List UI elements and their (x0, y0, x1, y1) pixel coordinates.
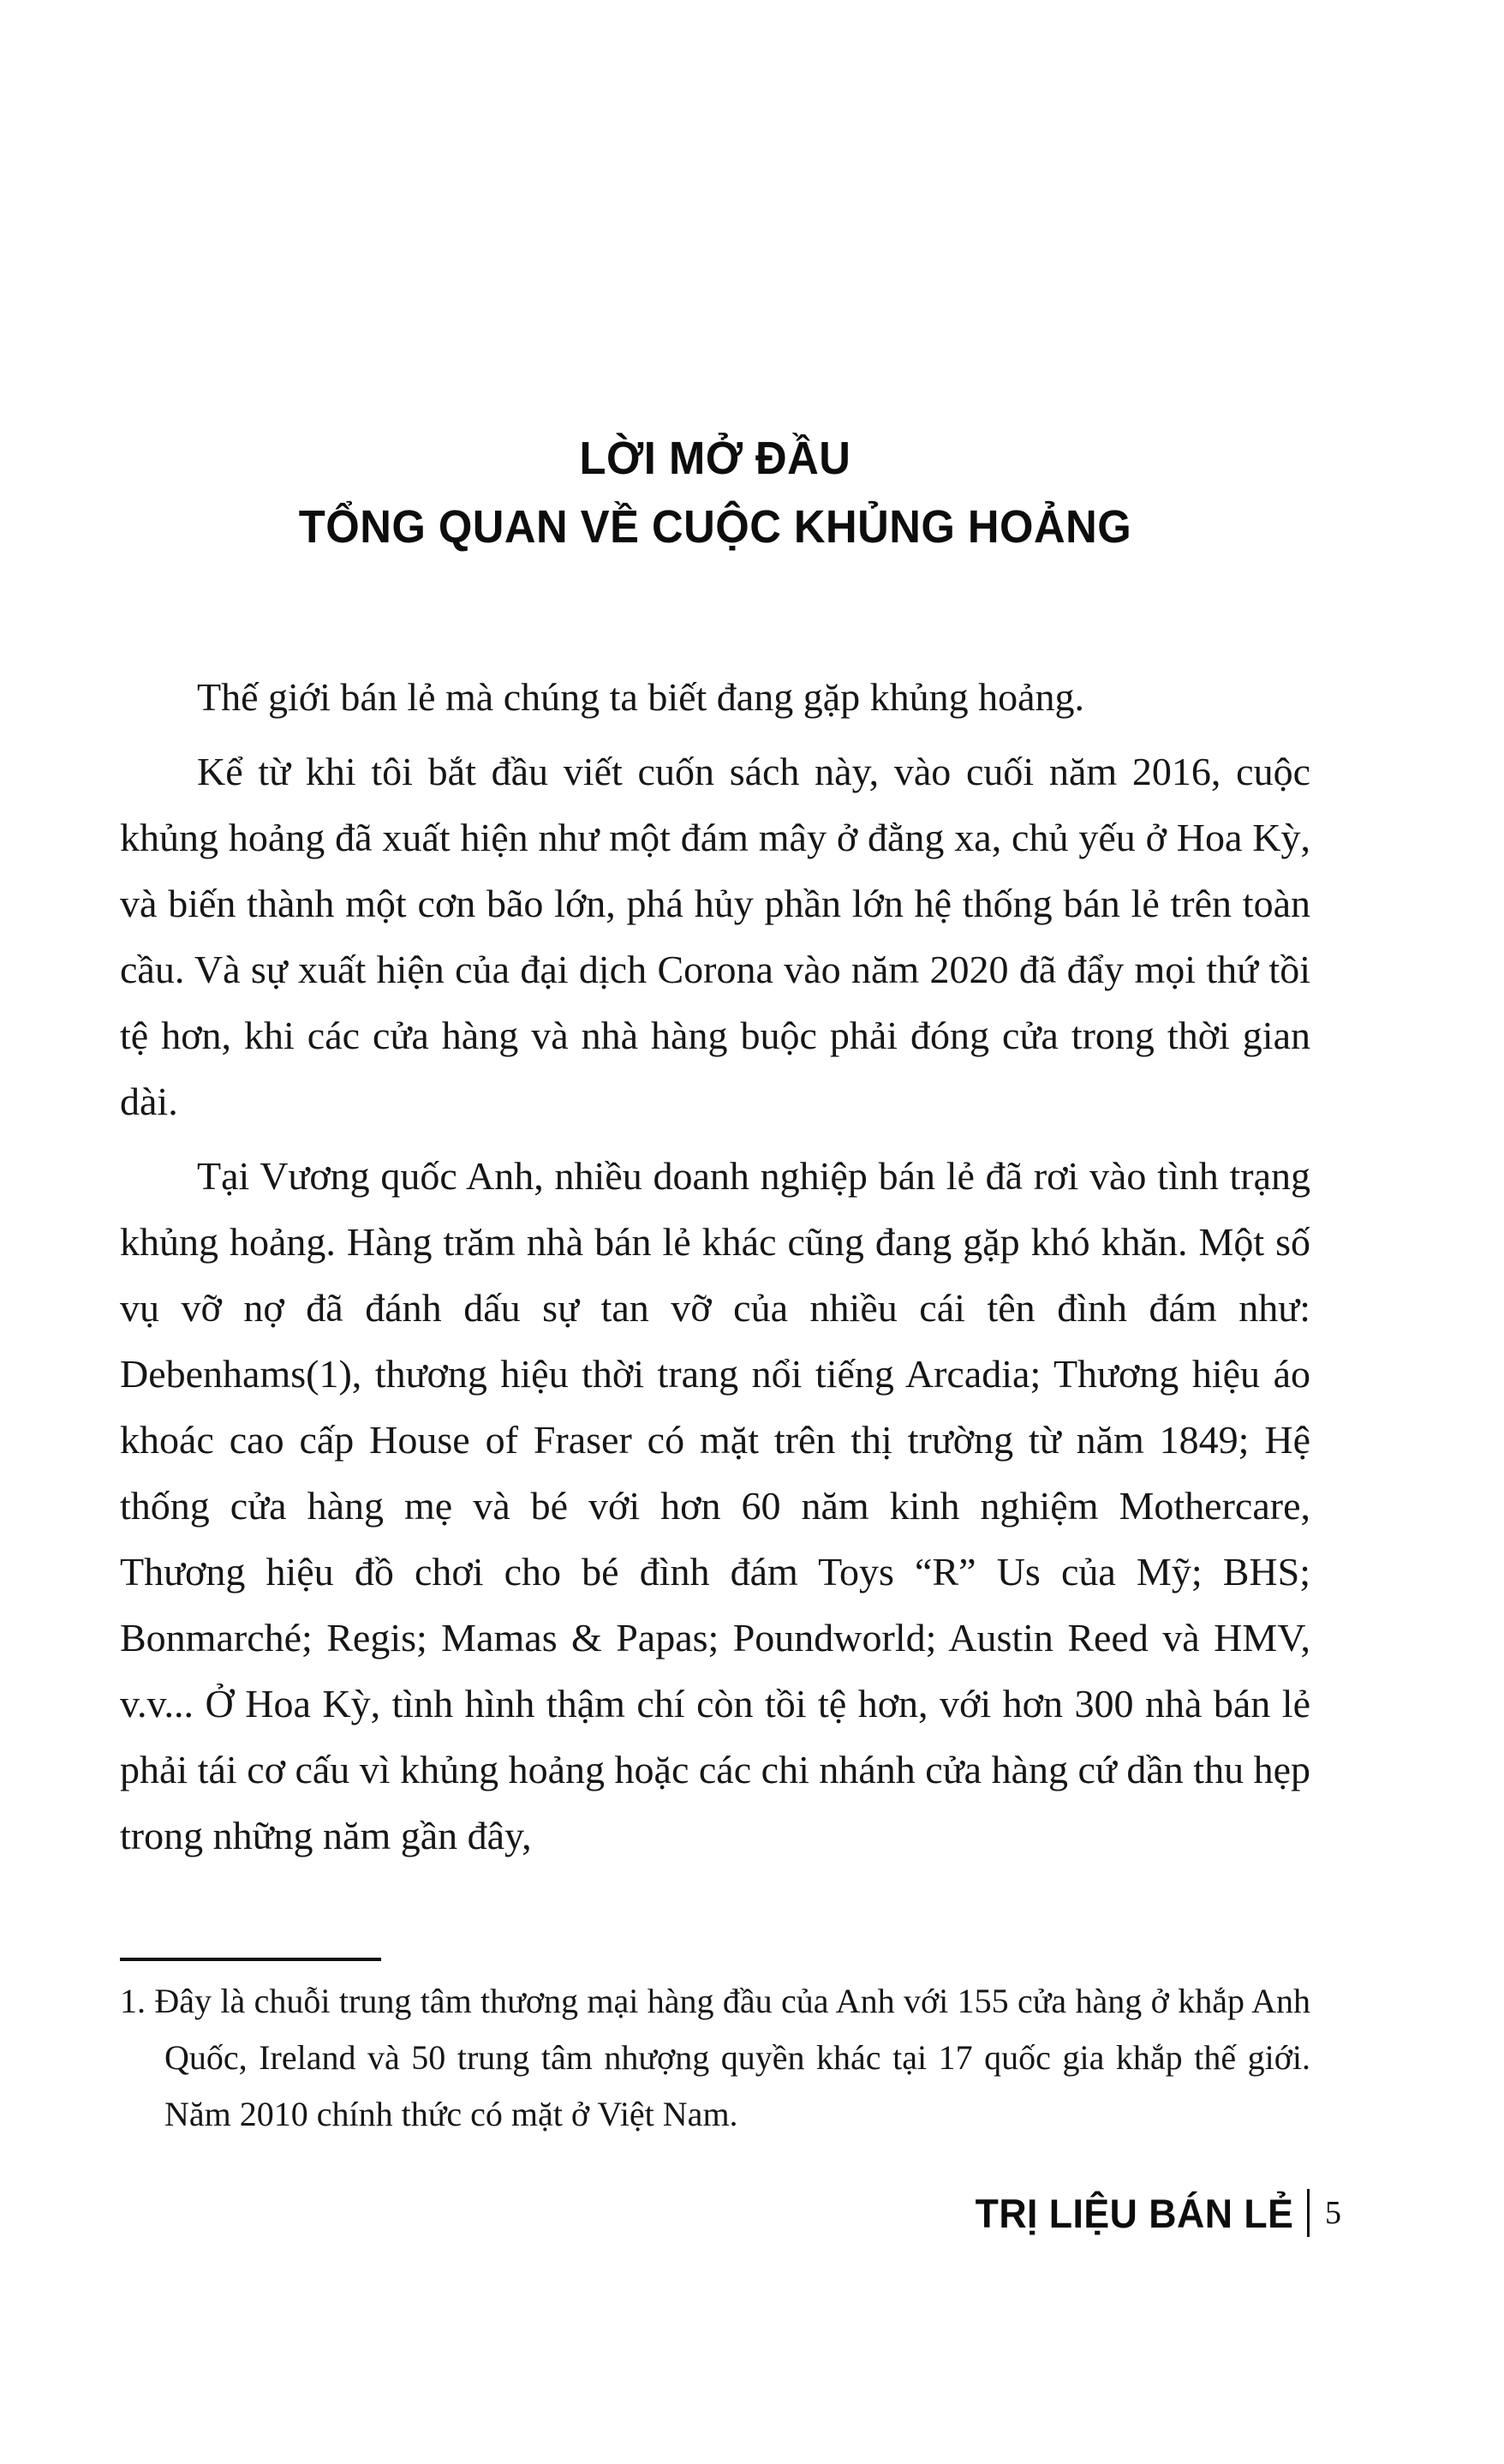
footnote-text: 1. Đây là chuỗi trung tâm thương mại hàng đầu của Anh với 155 cửa hàng ở khắp Anh Quốc, Ireland và 50 trung tâm nhượng quyền khác tại 17 quốc gia khắp thế giới. Năm 2010 chính thức có mặt ở Việt Nam. (120, 1982, 1310, 2133)
running-title: TRỊ LIỆU BÁN LẺ (975, 2190, 1293, 2236)
paragraph-2: Kể từ khi tôi bắt đầu viết cuốn sách này, vào cuối năm 2016, cuộc khủng hoảng đã xuất hiện như một đám mây ở đằng xa, chủ yếu ở Hoa Kỳ, và biến thành một cơn bão lớn, phá hủy phần lớn hệ thống bán lẻ trên toàn cầu. Và sự xuất hiện của đại dịch Corona vào năm 2020 đã đẩy mọi thứ tồi tệ hơn, khi các cửa hàng và nhà hàng buộc phải đóng cửa trong thời gian dài. (120, 750, 1310, 1123)
footnote-divider (120, 1958, 381, 1961)
chapter-title-line2: TỔNG QUAN VỀ CUỘC KHỦNG HOẢNG (298, 501, 1132, 553)
chapter-title-line1: LỜI MỞ ĐẦU (579, 433, 851, 484)
paragraph-3: Tại Vương quốc Anh, nhiều doanh nghiệp bán lẻ đã rơi vào tình trạng khủng hoảng. Hàng trăm nhà bán lẻ khác cũng đang gặp khó khăn. Một số vụ vỡ nợ đã đánh dấu sự tan vỡ của nhiều cái tên đình đám như: Debenhams(1), thương hiệu thời trang nổi tiếng Arcadia; Thương hiệu áo khoác cao cấp House of Fraser có mặt trên thị trường từ năm 1849; Hệ thống cửa hàng mẹ và bé với hơn 60 năm kinh nghiệm Mothercare, Thương hiệu đồ chơi cho bé đình đám Toys “R” Us của Mỹ; BHS; Bonmarché; Regis; Mamas & Papas; Poundworld; Austin Reed và HMV, v.v... Ở Hoa Kỳ, tình hình thậm chí còn tồi tệ hơn, với hơn 300 nhà bán lẻ phải tái cơ cấu vì khủng hoảng hoặc các chi nhánh cửa hàng cứ dần thu hẹp trong những năm gần đây, (120, 1154, 1310, 1857)
page-footer (958, 2189, 1341, 2237)
page-number: 5 (1325, 2195, 1341, 2231)
footnote-area (120, 1958, 1310, 2143)
footer-divider-bar (1307, 2189, 1310, 2237)
chapter-body (120, 664, 1310, 1877)
chapter-header (120, 424, 1310, 561)
paragraph-1: Thế giới bán lẻ mà chúng ta biết đang gặp khủng hoảng. (197, 675, 1085, 719)
